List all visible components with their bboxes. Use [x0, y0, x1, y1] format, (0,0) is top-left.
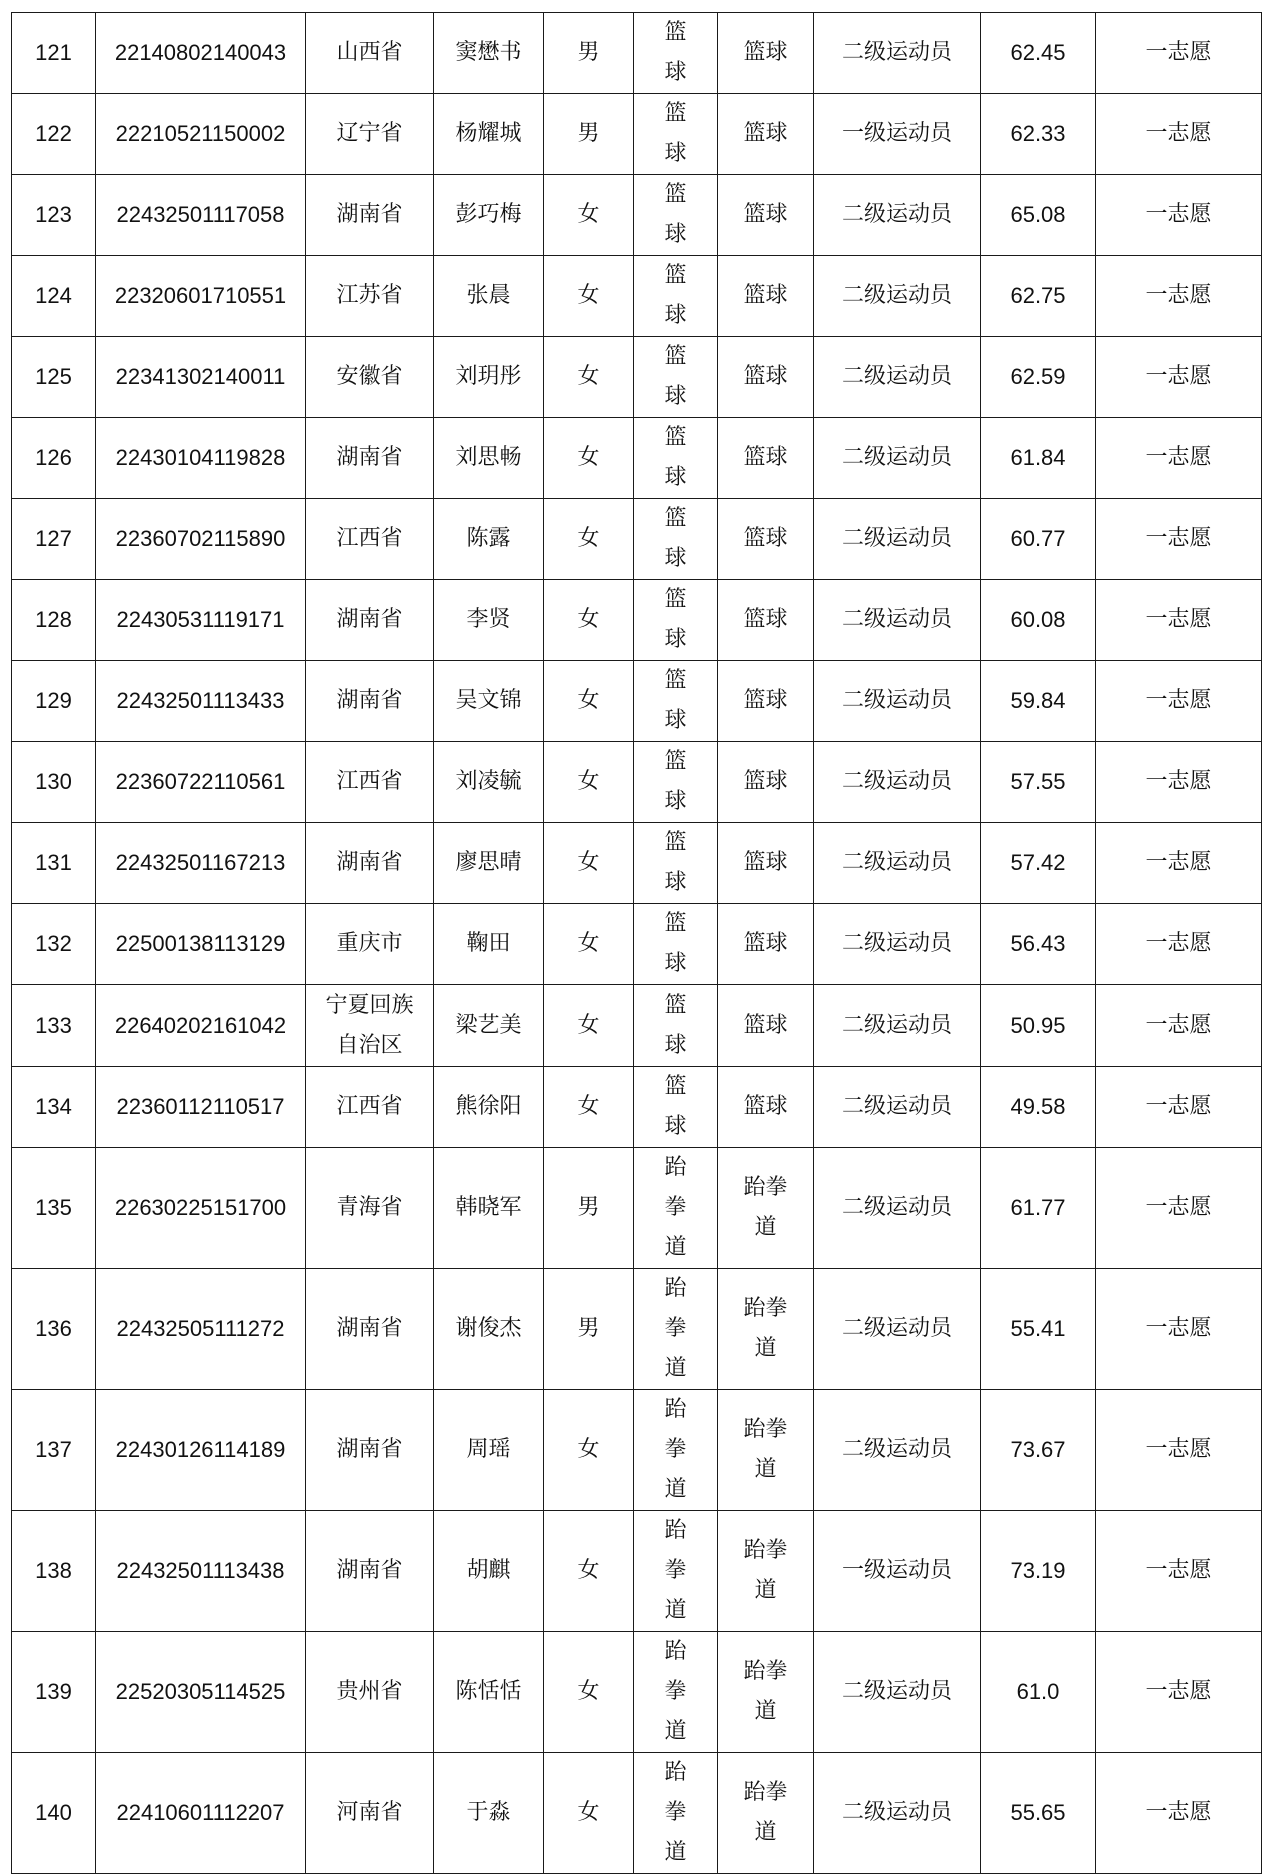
row-number-cell: 131: [12, 823, 96, 904]
province-cell: 辽宁省: [306, 94, 434, 175]
table-row: [12, 661, 1262, 742]
table-row: [12, 742, 1262, 823]
athlete-level-cell: 二级运动员: [814, 418, 981, 499]
preference-cell: 一志愿: [1096, 580, 1262, 661]
preference-cell: 一志愿: [1096, 13, 1262, 94]
athlete-level-cell: 二级运动员: [814, 256, 981, 337]
event-cell: 跆拳道: [718, 1148, 814, 1269]
row-number-cell: 130: [12, 742, 96, 823]
exam-id-cell: 22140802140043: [96, 13, 306, 94]
student-name-cell: 刘玥彤: [434, 337, 544, 418]
sport-cell: 跆拳道: [634, 1148, 718, 1269]
exam-id-cell: 22640202161042: [96, 985, 306, 1067]
gender-cell: 女: [544, 256, 634, 337]
gender-cell: 女: [544, 1511, 634, 1632]
athlete-level-cell: 二级运动员: [814, 1390, 981, 1511]
province-cell: 湖南省: [306, 1390, 434, 1511]
athlete-level-cell: 二级运动员: [814, 1148, 981, 1269]
sport-cell: 篮球: [634, 13, 718, 94]
table-row: [12, 337, 1262, 418]
athlete-level-cell: 一级运动员: [814, 94, 981, 175]
row-number-cell: 134: [12, 1067, 96, 1148]
province-cell: 江西省: [306, 1067, 434, 1148]
sport-cell: 跆拳道: [634, 1390, 718, 1511]
gender-cell: 男: [544, 94, 634, 175]
preference-cell: 一志愿: [1096, 985, 1262, 1067]
athlete-level-cell: 二级运动员: [814, 1067, 981, 1148]
gender-cell: 女: [544, 742, 634, 823]
athlete-level-cell: 二级运动员: [814, 1753, 981, 1874]
table-row: [12, 256, 1262, 337]
exam-id-cell: 22360722110561: [96, 742, 306, 823]
preference-cell: 一志愿: [1096, 1632, 1262, 1753]
student-name-cell: 彭巧梅: [434, 175, 544, 256]
athlete-level-cell: 二级运动员: [814, 1632, 981, 1753]
student-name-cell: 熊徐阳: [434, 1067, 544, 1148]
table-row: [12, 1390, 1262, 1511]
row-number-cell: 126: [12, 418, 96, 499]
preference-cell: 一志愿: [1096, 742, 1262, 823]
event-cell: 篮球: [718, 175, 814, 256]
athlete-level-cell: 二级运动员: [814, 904, 981, 985]
exam-id-cell: 22432501113433: [96, 661, 306, 742]
event-cell: 篮球: [718, 337, 814, 418]
exam-id-cell: 22432501117058: [96, 175, 306, 256]
exam-id-cell: 22432505111272: [96, 1269, 306, 1390]
gender-cell: 女: [544, 1753, 634, 1874]
row-number-cell: 128: [12, 580, 96, 661]
score-cell: 55.65: [981, 1753, 1096, 1874]
event-cell: 跆拳道: [718, 1511, 814, 1632]
student-name-cell: 刘思畅: [434, 418, 544, 499]
row-number-cell: 136: [12, 1269, 96, 1390]
row-number-cell: 129: [12, 661, 96, 742]
exam-id-cell: 22430104119828: [96, 418, 306, 499]
student-name-cell: 陈恬恬: [434, 1632, 544, 1753]
sport-cell: 跆拳道: [634, 1632, 718, 1753]
student-name-cell: 韩晓军: [434, 1148, 544, 1269]
gender-cell: 女: [544, 1632, 634, 1753]
exam-id-cell: 22320601710551: [96, 256, 306, 337]
row-number-cell: 135: [12, 1148, 96, 1269]
table-row: [12, 1067, 1262, 1148]
province-cell: 宁夏回族自治区: [306, 985, 434, 1067]
score-cell: 50.95: [981, 985, 1096, 1067]
gender-cell: 女: [544, 904, 634, 985]
province-cell: 湖南省: [306, 1511, 434, 1632]
sport-cell: 篮球: [634, 499, 718, 580]
preference-cell: 一志愿: [1096, 1390, 1262, 1511]
exam-id-cell: 22360702115890: [96, 499, 306, 580]
event-cell: 篮球: [718, 94, 814, 175]
table-row: [12, 904, 1262, 985]
row-number-cell: 139: [12, 1632, 96, 1753]
gender-cell: 女: [544, 499, 634, 580]
gender-cell: 女: [544, 175, 634, 256]
sport-cell: 篮球: [634, 94, 718, 175]
student-name-cell: 廖思晴: [434, 823, 544, 904]
athlete-level-cell: 一级运动员: [814, 1511, 981, 1632]
athlete-level-cell: 二级运动员: [814, 823, 981, 904]
preference-cell: 一志愿: [1096, 1511, 1262, 1632]
score-cell: 73.19: [981, 1511, 1096, 1632]
province-cell: 安徽省: [306, 337, 434, 418]
row-number-cell: 124: [12, 256, 96, 337]
score-cell: 61.0: [981, 1632, 1096, 1753]
exam-id-cell: 22520305114525: [96, 1632, 306, 1753]
province-cell: 重庆市: [306, 904, 434, 985]
province-cell: 湖南省: [306, 1269, 434, 1390]
exam-id-cell: 22432501167213: [96, 823, 306, 904]
sport-cell: 跆拳道: [634, 1753, 718, 1874]
table-row: [12, 13, 1262, 94]
score-cell: 49.58: [981, 1067, 1096, 1148]
table-row: [12, 1632, 1262, 1753]
preference-cell: 一志愿: [1096, 823, 1262, 904]
table-row: [12, 823, 1262, 904]
student-name-cell: 谢俊杰: [434, 1269, 544, 1390]
score-cell: 73.67: [981, 1390, 1096, 1511]
exam-id-cell: 22500138113129: [96, 904, 306, 985]
student-name-cell: 张晨: [434, 256, 544, 337]
row-number-cell: 138: [12, 1511, 96, 1632]
province-cell: 湖南省: [306, 580, 434, 661]
gender-cell: 女: [544, 661, 634, 742]
row-number-cell: 127: [12, 499, 96, 580]
score-cell: 61.84: [981, 418, 1096, 499]
student-name-cell: 杨耀城: [434, 94, 544, 175]
preference-cell: 一志愿: [1096, 337, 1262, 418]
event-cell: 篮球: [718, 904, 814, 985]
row-number-cell: 125: [12, 337, 96, 418]
athlete-level-cell: 二级运动员: [814, 985, 981, 1067]
province-cell: 湖南省: [306, 823, 434, 904]
score-cell: 62.45: [981, 13, 1096, 94]
student-name-cell: 周瑶: [434, 1390, 544, 1511]
province-cell: 青海省: [306, 1148, 434, 1269]
exam-id-cell: 22630225151700: [96, 1148, 306, 1269]
student-name-cell: 梁艺美: [434, 985, 544, 1067]
exam-id-cell: 22432501113438: [96, 1511, 306, 1632]
table-row: [12, 94, 1262, 175]
gender-cell: 女: [544, 337, 634, 418]
table-row: [12, 499, 1262, 580]
score-cell: 61.77: [981, 1148, 1096, 1269]
table-row: [12, 580, 1262, 661]
score-cell: 62.59: [981, 337, 1096, 418]
gender-cell: 女: [544, 1067, 634, 1148]
student-name-cell: 吴文锦: [434, 661, 544, 742]
row-number-cell: 122: [12, 94, 96, 175]
score-cell: 60.08: [981, 580, 1096, 661]
student-name-cell: 鞠田: [434, 904, 544, 985]
event-cell: 篮球: [718, 1067, 814, 1148]
sport-cell: 篮球: [634, 175, 718, 256]
exam-id-cell: 22341302140011: [96, 337, 306, 418]
score-cell: 62.75: [981, 256, 1096, 337]
sport-cell: 跆拳道: [634, 1269, 718, 1390]
table-row: [12, 1148, 1262, 1269]
sport-cell: 篮球: [634, 661, 718, 742]
table-body: [12, 13, 1262, 1874]
preference-cell: 一志愿: [1096, 904, 1262, 985]
gender-cell: 女: [544, 1390, 634, 1511]
gender-cell: 女: [544, 985, 634, 1067]
sport-cell: 篮球: [634, 985, 718, 1067]
exam-id-cell: 22360112110517: [96, 1067, 306, 1148]
sport-cell: 篮球: [634, 580, 718, 661]
admission-table: [11, 12, 1262, 1874]
preference-cell: 一志愿: [1096, 175, 1262, 256]
gender-cell: 女: [544, 418, 634, 499]
preference-cell: 一志愿: [1096, 1753, 1262, 1874]
athlete-level-cell: 二级运动员: [814, 337, 981, 418]
event-cell: 跆拳道: [718, 1390, 814, 1511]
gender-cell: 女: [544, 823, 634, 904]
table-row: [12, 175, 1262, 256]
row-number-cell: 133: [12, 985, 96, 1067]
table-row: [12, 1511, 1262, 1632]
exam-id-cell: 22210521150002: [96, 94, 306, 175]
exam-id-cell: 22430126114189: [96, 1390, 306, 1511]
province-cell: 贵州省: [306, 1632, 434, 1753]
score-cell: 55.41: [981, 1269, 1096, 1390]
row-number-cell: 137: [12, 1390, 96, 1511]
table-row: [12, 985, 1262, 1067]
row-number-cell: 123: [12, 175, 96, 256]
row-number-cell: 121: [12, 13, 96, 94]
student-name-cell: 于淼: [434, 1753, 544, 1874]
preference-cell: 一志愿: [1096, 1067, 1262, 1148]
sport-cell: 篮球: [634, 1067, 718, 1148]
score-cell: 65.08: [981, 175, 1096, 256]
athlete-level-cell: 二级运动员: [814, 175, 981, 256]
preference-cell: 一志愿: [1096, 418, 1262, 499]
preference-cell: 一志愿: [1096, 661, 1262, 742]
province-cell: 湖南省: [306, 661, 434, 742]
sport-cell: 篮球: [634, 823, 718, 904]
table-row: [12, 1269, 1262, 1390]
table-row: [12, 418, 1262, 499]
student-name-cell: 窦懋书: [434, 13, 544, 94]
score-cell: 57.55: [981, 742, 1096, 823]
exam-id-cell: 22430531119171: [96, 580, 306, 661]
event-cell: 跆拳道: [718, 1632, 814, 1753]
preference-cell: 一志愿: [1096, 499, 1262, 580]
score-cell: 59.84: [981, 661, 1096, 742]
event-cell: 篮球: [718, 499, 814, 580]
gender-cell: 男: [544, 1148, 634, 1269]
event-cell: 篮球: [718, 13, 814, 94]
athlete-level-cell: 二级运动员: [814, 1269, 981, 1390]
sport-cell: 篮球: [634, 418, 718, 499]
province-cell: 湖南省: [306, 418, 434, 499]
sport-cell: 篮球: [634, 256, 718, 337]
gender-cell: 男: [544, 13, 634, 94]
event-cell: 篮球: [718, 742, 814, 823]
score-cell: 62.33: [981, 94, 1096, 175]
province-cell: 江西省: [306, 742, 434, 823]
province-cell: 山西省: [306, 13, 434, 94]
score-cell: 60.77: [981, 499, 1096, 580]
event-cell: 篮球: [718, 985, 814, 1067]
student-name-cell: 胡麒: [434, 1511, 544, 1632]
sport-cell: 篮球: [634, 742, 718, 823]
gender-cell: 女: [544, 580, 634, 661]
province-cell: 江西省: [306, 499, 434, 580]
gender-cell: 男: [544, 1269, 634, 1390]
exam-id-cell: 22410601112207: [96, 1753, 306, 1874]
sport-cell: 跆拳道: [634, 1511, 718, 1632]
student-name-cell: 李贤: [434, 580, 544, 661]
event-cell: 篮球: [718, 256, 814, 337]
student-name-cell: 陈露: [434, 499, 544, 580]
row-number-cell: 132: [12, 904, 96, 985]
athlete-level-cell: 二级运动员: [814, 580, 981, 661]
preference-cell: 一志愿: [1096, 1269, 1262, 1390]
athlete-level-cell: 二级运动员: [814, 742, 981, 823]
event-cell: 跆拳道: [718, 1269, 814, 1390]
athlete-level-cell: 二级运动员: [814, 13, 981, 94]
province-cell: 江苏省: [306, 256, 434, 337]
row-number-cell: 140: [12, 1753, 96, 1874]
province-cell: 湖南省: [306, 175, 434, 256]
sport-cell: 篮球: [634, 337, 718, 418]
event-cell: 跆拳道: [718, 1753, 814, 1874]
sport-cell: 篮球: [634, 904, 718, 985]
province-cell: 河南省: [306, 1753, 434, 1874]
athlete-level-cell: 二级运动员: [814, 499, 981, 580]
preference-cell: 一志愿: [1096, 1148, 1262, 1269]
table-row: [12, 1753, 1262, 1874]
event-cell: 篮球: [718, 418, 814, 499]
score-cell: 57.42: [981, 823, 1096, 904]
student-name-cell: 刘凌毓: [434, 742, 544, 823]
athlete-level-cell: 二级运动员: [814, 661, 981, 742]
preference-cell: 一志愿: [1096, 94, 1262, 175]
event-cell: 篮球: [718, 661, 814, 742]
event-cell: 篮球: [718, 823, 814, 904]
preference-cell: 一志愿: [1096, 256, 1262, 337]
score-cell: 56.43: [981, 904, 1096, 985]
event-cell: 篮球: [718, 580, 814, 661]
